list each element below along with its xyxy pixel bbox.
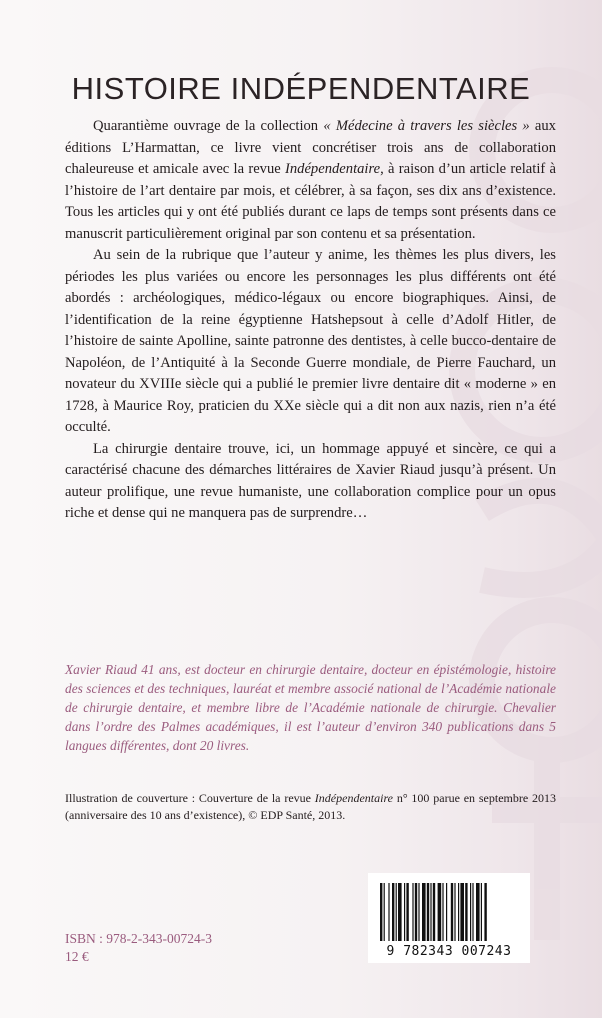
barcode-bar — [406, 883, 408, 941]
barcode-bar — [392, 883, 394, 941]
barcode-bar — [388, 883, 389, 941]
isbn: ISBN : 978-2-343-00724-3 — [65, 931, 212, 946]
barcode-bar — [446, 883, 447, 941]
barcode-bar — [422, 883, 426, 941]
barcode-bar — [442, 883, 443, 941]
journal-name: Indépendentaire — [285, 161, 381, 177]
barcode-bar — [398, 883, 402, 941]
barcode-bar — [481, 883, 482, 941]
barcode-bar — [404, 883, 405, 941]
barcode-bar — [454, 883, 455, 941]
collection-name: « Médecine à travers les siècles » — [323, 118, 530, 134]
barcode-bar — [458, 883, 459, 941]
page-title: HISTOIRE INDÉPENDENTAIRE — [71, 70, 531, 106]
barcode-bar — [418, 883, 419, 941]
paragraph-1: Quarantième ouvrage de la collection « Médecine à travers les siècles » aux éditions L’Harmattan, ce livre vient concrétiser trois ans de collaboration chaleureuse et amicale avec la revue Indépendentaire, à raison d’un article relatif à l’histoire de l’art dentaire par mois, et célébrer, à sa façon, ses dix ans d’existence. Tous les articles qui y ont été publiés durant ce laps de temps sont présents dans ce manuscrit particulièrement original par son contenu et sa présentation. — [65, 118, 556, 242]
barcode-bar — [484, 883, 486, 941]
barcode-bar — [412, 883, 413, 941]
barcode-bar — [396, 883, 397, 941]
barcode-number: 9 782343 007243 — [386, 944, 512, 959]
barcode-bar — [430, 883, 431, 941]
paragraph-3: La chirurgie dentaire trouve, ici, un hommage appuyé et sincère, ce qui a caractérisé chacune des démarches littéraires de Xavier Riaud jusqu’à présent. Un auteur prolifique, une revue humaniste, une collaboration complice pour un opus riche et dense qui ne manquera pas de surprendre… — [65, 440, 556, 521]
credit-journal: Indépendentaire — [314, 791, 393, 805]
barcode-bar — [438, 883, 442, 941]
barcode-bar — [384, 883, 385, 941]
barcode-bar — [470, 883, 471, 941]
barcode-bar — [460, 883, 464, 941]
barcode-bar — [451, 883, 453, 941]
barcode-bar — [433, 883, 435, 941]
author-bio: Xavier Riaud 41 ans, est docteur en chirurgie dentaire, docteur en épistémologie, histoire des sciences et des techniques, lauréat et membre associé national de l’Académie nationale de chirurgie dentaire, et membre libre de l’Académie nationale de chirurgie. Chevalier dans l’ordre des Palmes académiques, il est l’auteur d’environ 340 publications dans 5 langues différentes, dont 20 livres. — [65, 662, 556, 753]
barcode-bar — [415, 883, 417, 941]
paragraph-2: Au sein de la rubrique que l’auteur y anime, les thèmes les plus divers, les périodes les plus variées ou encore les personnages les plus différents ont été abordés : archéologiques, médico-légaux ou encore biographiques. Ainsi, de l’identification de la reine égyptienne Hatshepsout à celle d’Adolf Hitler, de l’histoire de sainte Apolline, sainte patronne des dentistes, à celle bucco-dentaire de Napoléon, de l’Antiquité à la Seconde Guerre mondiale, de Pierre Fauchard, un novateur du XVIIIe siècle qui a publié le premier livre dentaire dit « moderne » en 1728, à Maurice Roy, praticien du XXe siècle qui a dit non aux nazis, rien n’a été occulté. — [65, 247, 556, 435]
description — [65, 116, 556, 525]
barcode-bar — [476, 883, 480, 941]
isbn-price — [65, 930, 212, 966]
price: 12 € — [65, 949, 89, 964]
barcode-bar — [427, 883, 429, 941]
barcode-bars — [368, 873, 530, 943]
illustration-credit: Illustration de couverture : Couverture de la revue Indépendentaire n° 100 parue en septembre 2013 (anniversaire des 10 ans d’existence), © EDP Santé, 2013. — [65, 791, 556, 822]
barcode-bar — [380, 883, 382, 941]
barcode — [368, 873, 530, 963]
barcode-bar — [472, 883, 473, 941]
barcode-bar — [465, 883, 467, 941]
